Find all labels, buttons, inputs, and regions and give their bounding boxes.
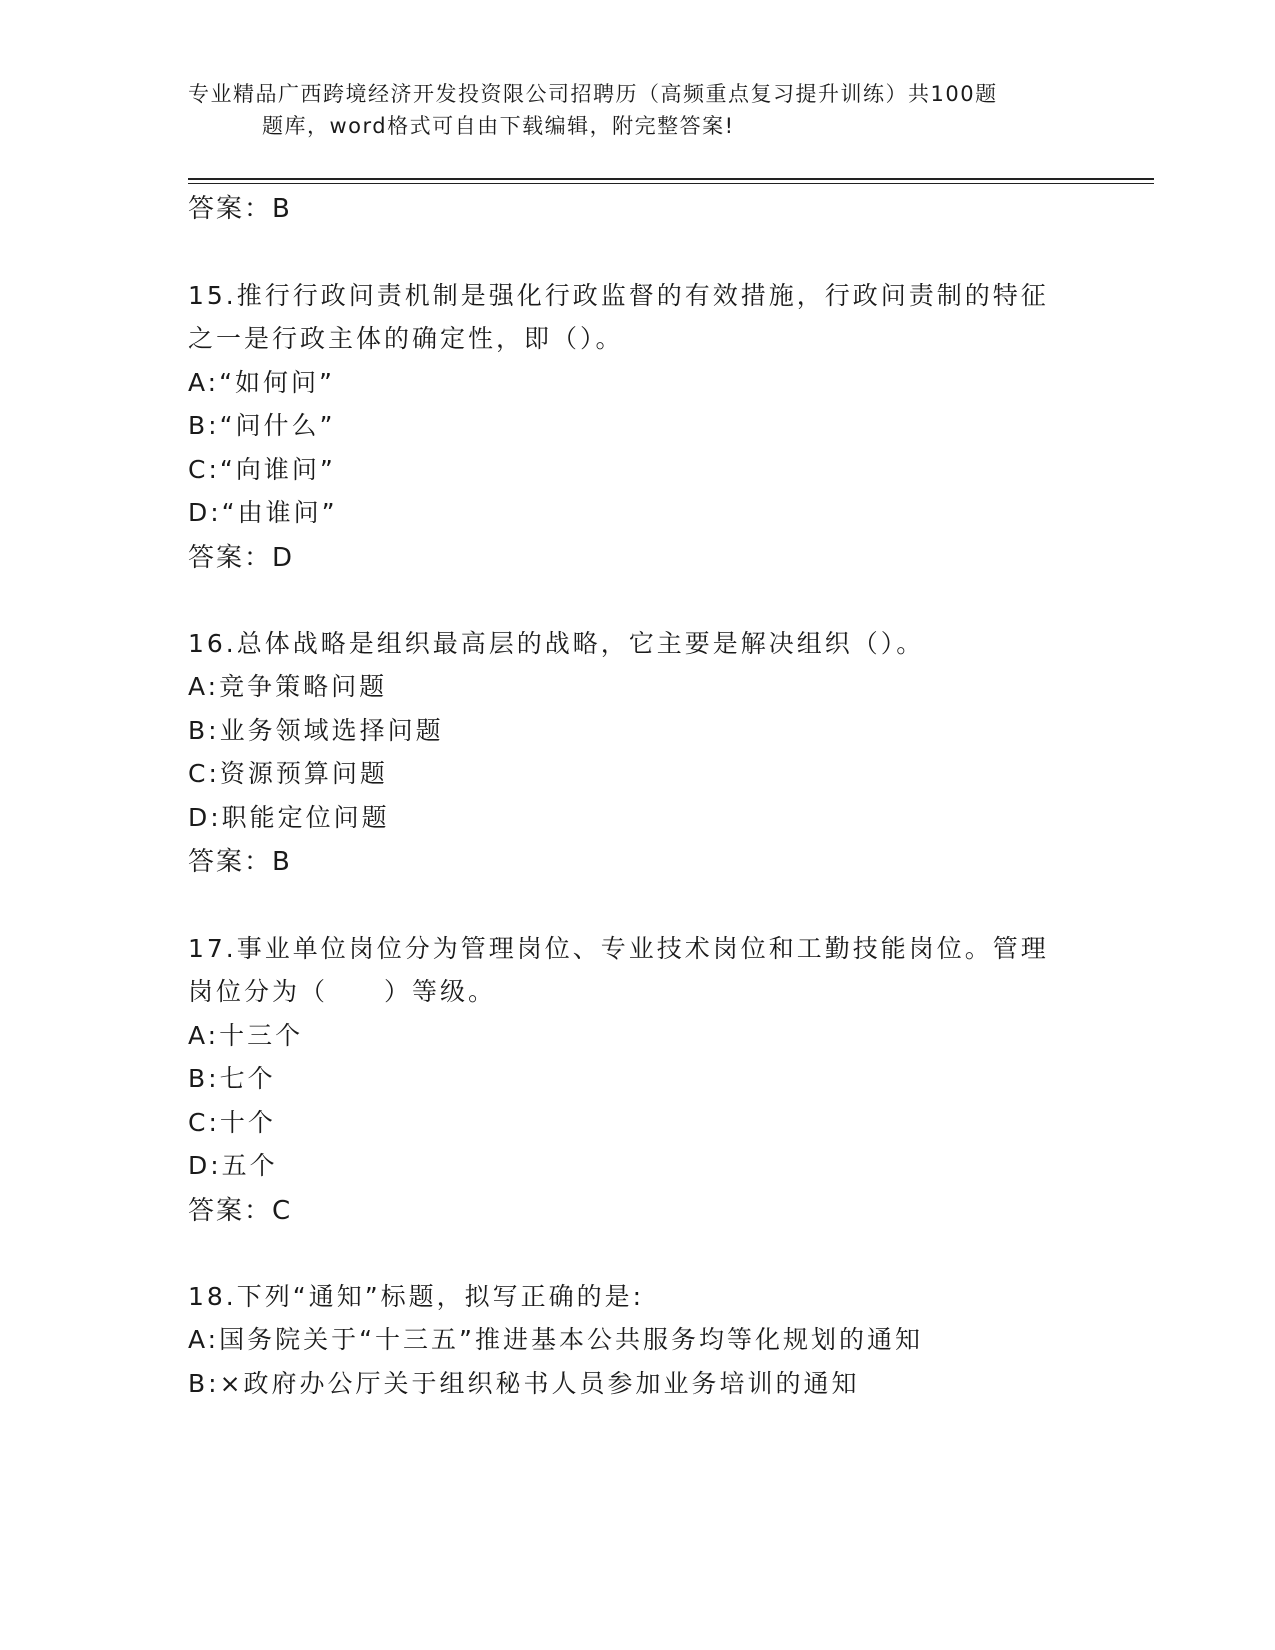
question-17-answer: 答案：C <box>188 1196 293 1226</box>
question-16-stem: 16.总体战略是组织最高层的战略，它主要是解决组织（）。 <box>188 629 925 658</box>
question-18-stem: 18.下列“通知”标题，拟写正确的是: <box>188 1282 645 1311</box>
question-18-option-b: B:×政府办公厅关于组织秘书人员参加业务培训的通知 <box>188 1369 860 1398</box>
question-17-stem-line-2: 岗位分为（ ）等级。 <box>188 977 497 1006</box>
question-17-stem-line-1: 17.事业单位岗位分为管理岗位、专业技术岗位和工勤技能岗位。管理 <box>188 934 1049 963</box>
question-15-option-d: D:“由谁问” <box>188 498 338 527</box>
question-17-option-a: A:十三个 <box>188 1021 304 1050</box>
previous-answer: 答案：B <box>188 194 292 224</box>
question-18-option-a: A:国务院关于“十三五”推进基本公共服务均等化规划的通知 <box>188 1325 923 1354</box>
question-16-answer: 答案：B <box>188 847 292 877</box>
document-title-line-2: 题库，word格式可自由下载编辑，附完整答案! <box>262 114 735 138</box>
document-title-line-1: 专业精品广西跨境经济开发投资限公司招聘历（高频重点复习提升训练）共100题 <box>188 82 998 106</box>
question-15-option-c: C:“向谁问” <box>188 455 336 484</box>
question-16-option-b: B:业务领域选择问题 <box>188 716 444 745</box>
question-16-option-c: C:资源预算问题 <box>188 759 388 788</box>
question-15-option-b: B:“问什么” <box>188 411 336 440</box>
question-17-option-d: D:五个 <box>188 1151 278 1180</box>
question-15-answer: 答案：D <box>188 543 295 573</box>
question-16-option-d: D:职能定位问题 <box>188 803 390 832</box>
question-15-stem-line-2: 之一是行政主体的确定性，即（）。 <box>188 324 624 353</box>
question-17-option-b: B:七个 <box>188 1064 276 1093</box>
question-16-option-a: A:竞争策略问题 <box>188 672 388 701</box>
question-15-stem-line-1: 15.推行行政问责机制是强化行政监督的有效措施，行政问责制的特征 <box>188 281 1049 310</box>
header-rule-thin <box>188 183 1154 184</box>
question-17-option-c: C:十个 <box>188 1108 276 1137</box>
question-15-option-a: A:“如何问” <box>188 368 335 397</box>
header-rule-thick <box>188 178 1154 180</box>
